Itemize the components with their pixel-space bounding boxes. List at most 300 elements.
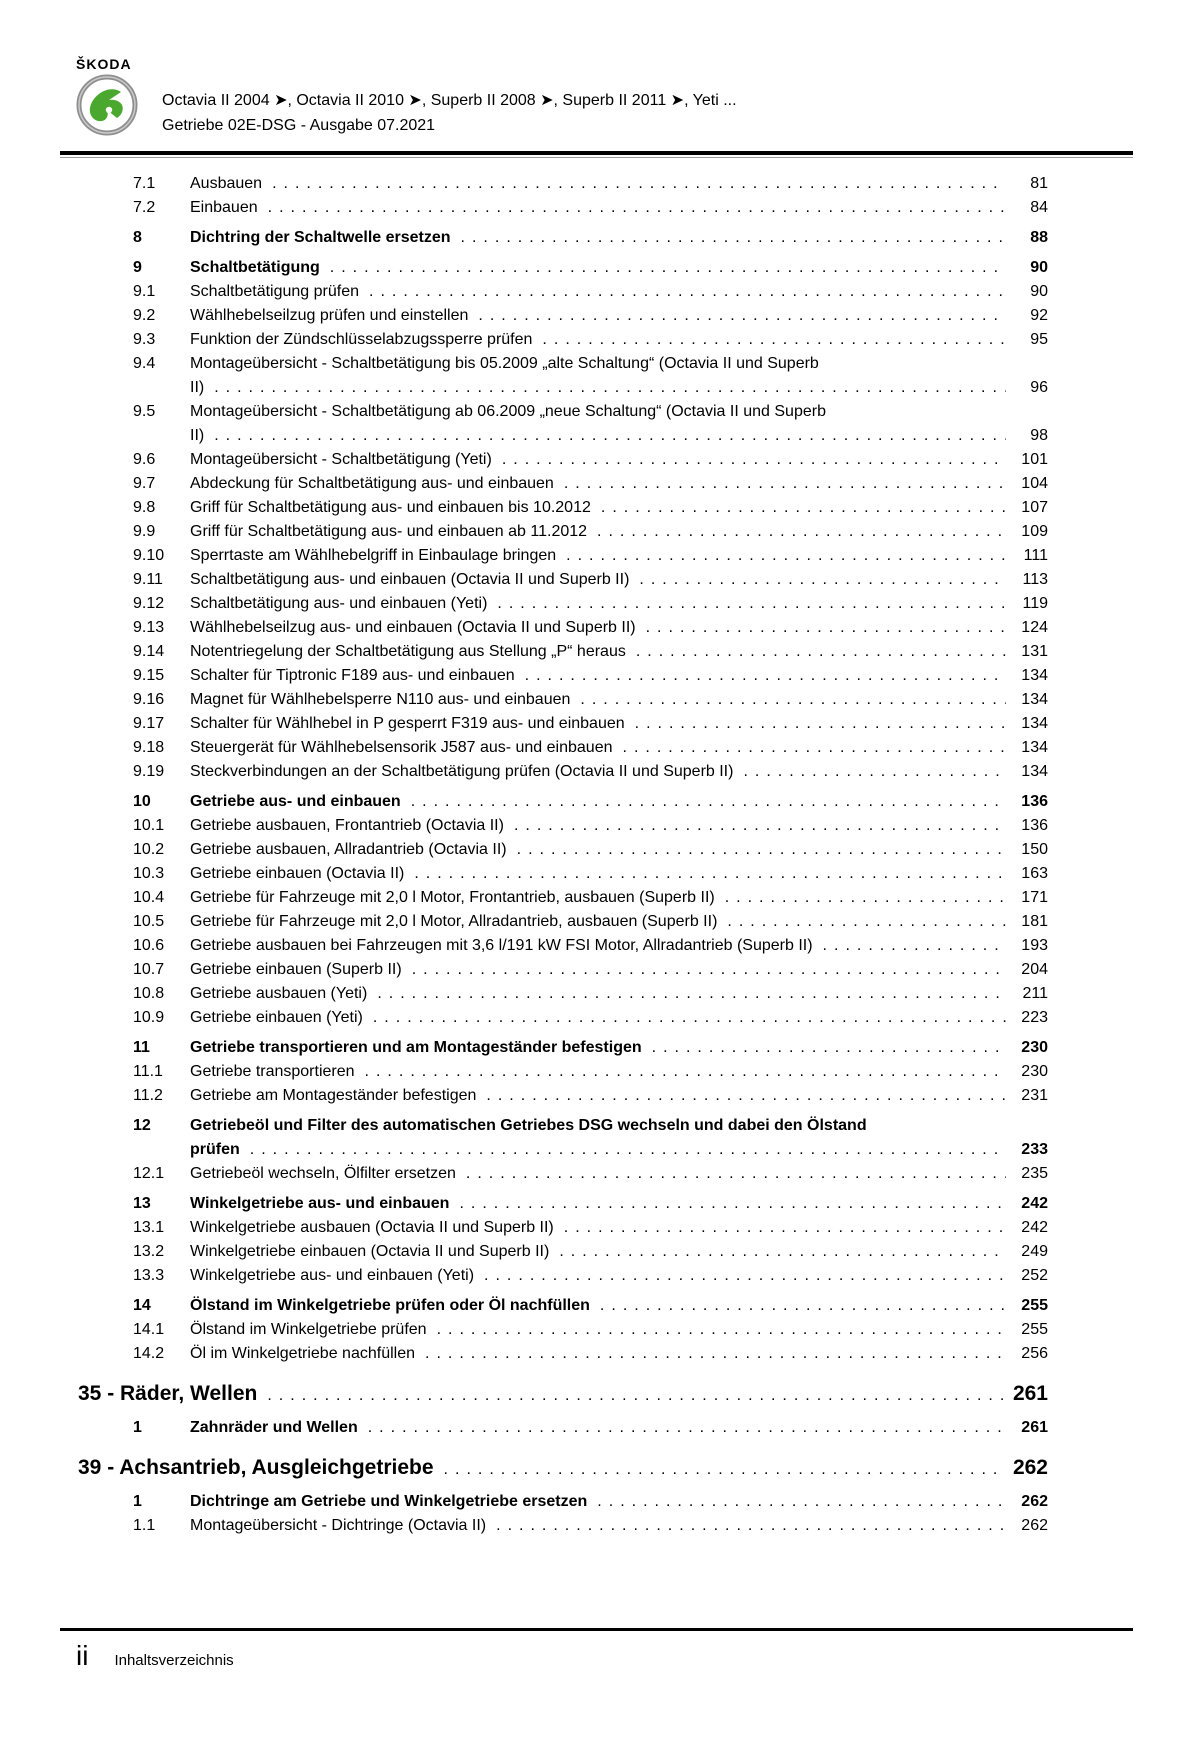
toc-entry-content [190, 1318, 1048, 1342]
toc-entry-page: 136 [1021, 793, 1048, 810]
dot-leader [542, 328, 1006, 352]
toc-entry-line [190, 1192, 1048, 1216]
toc-entry-page: 124 [1021, 619, 1048, 636]
dot-leader [411, 790, 1006, 814]
dot-leader [566, 544, 1006, 568]
toc-entry-number: 10 [133, 793, 151, 810]
toc-row [60, 1454, 1133, 1484]
toc-entry-line [190, 1490, 1048, 1514]
toc-entry-title: Ölstand im Winkelgetriebe prüfen oder Öl nachfüllen [190, 1297, 590, 1314]
toc-entry-content [190, 640, 1048, 664]
toc-entry-title: Griff für Schaltbetätigung aus- und einbauen bis 10.2012 [190, 499, 591, 516]
toc-entry-line [190, 910, 1048, 934]
toc-row [60, 760, 1133, 784]
toc-entry-page: 134 [1021, 763, 1048, 780]
toc-row [60, 640, 1133, 664]
toc-entry-page: 163 [1021, 865, 1048, 882]
toc-entry-line: Montageübersicht - Schaltbetätigung ab 06.2009 „neue Schaltung“ (Octavia II und Superb [190, 403, 826, 420]
toc-row [60, 400, 1133, 448]
toc-entry-page: 150 [1021, 841, 1048, 858]
toc-entry-page: 111 [1023, 547, 1048, 564]
toc-entry-line [78, 1454, 1048, 1484]
toc-entry-content [190, 496, 1048, 520]
toc-entry-page: 92 [1030, 307, 1048, 324]
toc-row [60, 328, 1133, 352]
toc-entry-content [78, 1380, 1048, 1410]
dot-leader [517, 838, 1006, 862]
toc-entry-title: Schaltbetätigung prüfen [190, 283, 360, 300]
dot-leader [635, 712, 1006, 736]
dot-leader [214, 376, 1006, 400]
toc-entry-line [190, 1036, 1048, 1060]
toc-row [60, 1060, 1133, 1084]
toc-entry-content [190, 814, 1048, 838]
toc-row [60, 1084, 1133, 1108]
skoda-logo-icon [76, 74, 138, 136]
toc-entry-number: 9.7 [133, 475, 156, 492]
toc-entry-number: 9.10 [133, 547, 165, 564]
toc-entry-line [190, 1162, 1048, 1186]
dot-leader [272, 172, 1006, 196]
dot-leader [646, 616, 1006, 640]
toc-entry-page: 136 [1021, 817, 1048, 834]
dot-leader [725, 886, 1006, 910]
toc-entry-page: 242 [1021, 1195, 1048, 1212]
toc-entry-content [190, 1294, 1048, 1318]
toc-entry-number: 9.9 [133, 523, 156, 540]
toc-row [60, 568, 1133, 592]
toc-entry-number: 9.16 [133, 691, 165, 708]
toc-row [60, 544, 1133, 568]
dot-leader [484, 1264, 1006, 1288]
toc-entry-title: 39 - Achsantrieb, Ausgleichgetriebe [78, 1456, 434, 1479]
dot-leader [268, 196, 1006, 220]
toc-entry-line [190, 256, 1048, 280]
dot-leader [466, 1162, 1006, 1186]
dot-leader [727, 910, 1006, 934]
toc-row [60, 520, 1133, 544]
toc-entry-page: 109 [1021, 523, 1048, 540]
toc-row [60, 814, 1133, 838]
toc-entry-title: Magnet für Wählhebelsperre N110 aus- und einbauen [190, 691, 571, 708]
toc-entry-page: 235 [1021, 1165, 1048, 1182]
dot-leader [437, 1318, 1006, 1342]
toc-row [60, 1192, 1133, 1216]
toc-row [60, 1294, 1133, 1318]
toc-entry-content [190, 1490, 1048, 1514]
dot-leader [414, 862, 1006, 886]
toc-entry-content [190, 226, 1048, 250]
toc-entry-content [190, 1192, 1048, 1216]
toc-entry-number: 13.2 [133, 1243, 165, 1260]
toc-entry-page: 249 [1021, 1243, 1048, 1260]
toc-entry-page: 84 [1030, 199, 1048, 216]
dot-leader [580, 688, 1006, 712]
brand-logo [76, 56, 146, 141]
toc-row [60, 910, 1133, 934]
toc-entry-page: 90 [1030, 283, 1048, 300]
dot-leader [514, 814, 1006, 838]
toc-row [60, 1240, 1133, 1264]
toc-entry-title: Getriebe einbauen (Yeti) [190, 1009, 363, 1026]
toc-row [60, 886, 1133, 910]
toc-entry-number: 11 [133, 1039, 150, 1056]
toc-entry-page: 95 [1030, 331, 1048, 348]
toc-entry-line [190, 712, 1048, 736]
toc-entry-number: 10.2 [133, 841, 165, 858]
dot-leader [600, 1294, 1006, 1318]
toc-entry-title: Getriebe ausbauen (Yeti) [190, 985, 368, 1002]
toc-entry-number: 13.1 [133, 1219, 165, 1236]
toc-entry-number: 9.11 [133, 571, 163, 588]
dot-leader [373, 1006, 1006, 1030]
toc-entry-page: 171 [1021, 889, 1048, 906]
toc-entry-page: 134 [1021, 691, 1048, 708]
toc-entry-title: Montageübersicht - Schaltbetätigung (Yeti) [190, 451, 492, 468]
toc-entry-number: 9.17 [133, 715, 165, 732]
toc-entry-title: Notentriegelung der Schaltbetätigung aus Stellung „P“ heraus [190, 643, 626, 660]
toc-entry-line: Getriebeöl und Filter des automatischen Getriebes DSG wechseln und dabei den Ölstand [190, 1117, 867, 1134]
toc-entry-content [190, 1264, 1048, 1288]
toc-entry-number: 10.1 [133, 817, 165, 834]
toc-entry-title: Steckverbindungen an der Schaltbetätigung prüfen (Octavia II und Superb II) [190, 763, 734, 780]
toc-entry-page: 134 [1021, 739, 1048, 756]
toc-entry-page: 223 [1021, 1009, 1048, 1026]
dot-leader [369, 280, 1006, 304]
toc-entry-title: Sperrtaste am Wählhebelgriff in Einbaulage bringen [190, 547, 557, 564]
toc-entry-content [190, 280, 1048, 304]
toc-entry-line [190, 1416, 1048, 1440]
toc-entry-line [190, 736, 1048, 760]
toc-entry-line [190, 1006, 1048, 1030]
toc-entry-line [190, 1060, 1048, 1084]
toc-row [60, 1514, 1133, 1538]
toc-entry-title: Zahnräder und Wellen [190, 1419, 358, 1436]
dot-leader [478, 304, 1006, 328]
toc-entry-content [190, 1514, 1048, 1538]
toc-row [60, 472, 1133, 496]
toc-entry-title: Getriebe einbauen (Octavia II) [190, 865, 405, 882]
header-text [162, 56, 737, 141]
toc-row [60, 352, 1133, 400]
toc-entry-number: 1 [133, 1493, 142, 1510]
toc-entry-content [190, 838, 1048, 862]
toc-entry-number: 9 [133, 259, 142, 276]
toc-entry-page: 96 [1030, 379, 1048, 396]
toc-entry-page: 119 [1022, 595, 1048, 612]
toc-entry-line [190, 196, 1048, 220]
toc-entry-title: Getriebe für Fahrzeuge mit 2,0 l Motor, Allradantrieb, ausbauen (Superb II) [190, 913, 718, 930]
toc-row [60, 1318, 1133, 1342]
toc-entry-content [190, 568, 1048, 592]
toc-entry-content [78, 1454, 1048, 1484]
toc-entry-line [190, 640, 1048, 664]
toc-entry-title: Getriebe ausbauen bei Fahrzeugen mit 3,6 l/191 kW FSI Motor, Allradantrieb (Superb II) [190, 937, 813, 954]
toc-row [60, 688, 1133, 712]
header-doc-line: Getriebe 02E-DSG - Ausgabe 07.2021 [162, 117, 436, 134]
toc-entry-line [190, 814, 1048, 838]
toc-entry-line [190, 568, 1048, 592]
toc-entry-title: Montageübersicht - Dichtringe (Octavia II) [190, 1517, 487, 1534]
toc-row [60, 196, 1133, 220]
toc-entry-line [190, 790, 1048, 814]
toc-entry-line [190, 448, 1048, 472]
toc-row [60, 172, 1133, 196]
toc-entry-line [190, 280, 1048, 304]
toc-entry-number: 8 [133, 229, 142, 246]
dot-leader [330, 256, 1006, 280]
footer-rule [60, 1628, 1133, 1631]
toc-entry-number: 10.4 [133, 889, 165, 906]
toc-entry-line [190, 592, 1048, 616]
toc-entry-content [190, 958, 1048, 982]
toc-entry-line [190, 304, 1048, 328]
toc-entry-title: Getriebe transportieren und am Montageständer befestigen [190, 1039, 642, 1056]
toc-entry-title: prüfen [190, 1141, 240, 1158]
toc-entry-page: 231 [1021, 1087, 1048, 1104]
toc-entry-page: 131 [1021, 643, 1048, 660]
toc-entry-page: 113 [1022, 571, 1048, 588]
dot-leader [365, 1060, 1006, 1084]
toc-entry-title: Getriebe einbauen (Superb II) [190, 961, 402, 978]
toc-entry-content [190, 934, 1048, 958]
toc-entry-title: Winkelgetriebe ausbauen (Octavia II und Superb II) [190, 1219, 554, 1236]
toc-entry-number: 14.2 [133, 1345, 165, 1362]
toc-entry-content [190, 688, 1048, 712]
toc-entry-content [190, 862, 1048, 886]
toc-entry-line: Montageübersicht - Schaltbetätigung bis 05.2009 „alte Schaltung“ (Octavia II und Superb [190, 355, 819, 372]
toc-entry-number: 9.15 [133, 667, 165, 684]
toc-entry-page: 204 [1021, 961, 1048, 978]
header-rule [60, 151, 1133, 158]
footer-page-label: ii [76, 1640, 89, 1671]
toc-entry-title: Einbauen [190, 199, 258, 216]
toc-row [60, 280, 1133, 304]
toc-entry-title: Ausbauen [190, 175, 263, 192]
toc-entry-content [190, 616, 1048, 640]
toc-entry-number: 13 [133, 1195, 151, 1212]
toc-entry-line [190, 862, 1048, 886]
toc-entry-title: Abdeckung für Schaltbetätigung aus- und einbauen [190, 475, 554, 492]
dot-leader [525, 664, 1006, 688]
dot-leader [267, 1380, 1005, 1410]
toc-entry-title: Getriebeöl wechseln, Ölfilter ersetzen [190, 1165, 456, 1182]
toc-row [60, 1036, 1133, 1060]
toc-entry-content [190, 544, 1048, 568]
toc-entry-line [190, 958, 1048, 982]
toc-entry-content [190, 520, 1048, 544]
toc-entry-page: 101 [1021, 451, 1048, 468]
toc-entry-page: 261 [1021, 1419, 1048, 1436]
toc-row [60, 448, 1133, 472]
page-footer [76, 1640, 234, 1672]
toc-list [60, 172, 1133, 1538]
dot-leader [496, 1514, 1006, 1538]
toc-row [60, 256, 1133, 280]
toc-entry-number: 13.3 [133, 1267, 165, 1284]
footer-title: Inhaltsverzeichnis [114, 1652, 234, 1669]
toc-entry-number: 14 [133, 1297, 151, 1314]
toc-entry-title: Steuergerät für Wählhebelsensorik J587 aus- und einbauen [190, 739, 613, 756]
toc-entry-number: 9.13 [133, 619, 165, 636]
dot-leader [497, 592, 1006, 616]
toc-entry-number: 11.1 [133, 1063, 163, 1080]
toc-entry-title: Ölstand im Winkelgetriebe prüfen [190, 1321, 427, 1338]
toc-entry-page: 88 [1030, 229, 1048, 246]
toc-entry-title: Schalter für Wählhebel in P gesperrt F319 aus- und einbauen [190, 715, 625, 732]
header-models-line: Octavia II 2004 ➤, Octavia II 2010 ➤, Superb II 2008 ➤, Superb II 2011 ➤, Yeti ... [162, 92, 737, 109]
toc-entry-number: 12 [133, 1117, 151, 1134]
toc-entry-line [190, 1264, 1048, 1288]
toc-entry-content [190, 1036, 1048, 1060]
toc-entry-content [190, 712, 1048, 736]
toc-entry-title: Getriebe aus- und einbauen [190, 793, 401, 810]
toc-row [60, 1264, 1133, 1288]
toc-entry-title: Funktion der Zündschlüsselabzugssperre prüfen [190, 331, 533, 348]
toc-entry-title: Schaltbetätigung aus- und einbauen (Octavia II und Superb II) [190, 571, 630, 588]
toc-entry-number: 9.6 [133, 451, 156, 468]
toc-entry-title: Getriebe ausbauen, Allradantrieb (Octavia II) [190, 841, 507, 858]
toc-row [60, 1216, 1133, 1240]
toc-entry-page: 230 [1021, 1063, 1048, 1080]
toc-entry-content [190, 1114, 1048, 1162]
toc-entry-line [190, 520, 1048, 544]
toc-row [60, 982, 1133, 1006]
toc-row [60, 664, 1133, 688]
toc-entry-content [190, 1240, 1048, 1264]
toc-entry-line [190, 1514, 1048, 1538]
toc-entry-content [190, 1342, 1048, 1366]
dot-leader [214, 424, 1006, 448]
toc-entry-number: 11.2 [133, 1087, 163, 1104]
toc-entry-title: Getriebe transportieren [190, 1063, 355, 1080]
toc-entry-number: 9.18 [133, 739, 165, 756]
toc-row [60, 1380, 1133, 1410]
toc-entry-number: 9.3 [133, 331, 156, 348]
dot-leader [743, 760, 1006, 784]
toc-entry-page: 255 [1021, 1297, 1048, 1314]
toc-entry-number: 10.5 [133, 913, 165, 930]
toc-entry-title: Dichtringe am Getriebe und Winkelgetriebe ersetzen [190, 1493, 588, 1510]
toc-entry-page: 262 [1012, 1456, 1048, 1479]
toc-entry-content [190, 400, 1048, 448]
toc-entry-line [190, 616, 1048, 640]
toc-entry-title: II) [190, 427, 205, 444]
toc-entry-line [190, 1084, 1048, 1108]
toc-row [60, 1006, 1133, 1030]
toc-entry-number: 7.1 [133, 175, 156, 192]
dot-leader [250, 1138, 1006, 1162]
toc-row [60, 838, 1133, 862]
toc-entry-content [190, 304, 1048, 328]
dot-leader [623, 736, 1007, 760]
toc-entry-page: 81 [1030, 175, 1048, 192]
toc-entry-content [190, 982, 1048, 1006]
toc-entry-content [190, 1006, 1048, 1030]
toc-entry-title: Schaltbetätigung [190, 259, 320, 276]
toc-entry-number: 10.8 [133, 985, 165, 1002]
toc-entry-line [190, 982, 1048, 1006]
toc-entry-number: 9.8 [133, 499, 156, 516]
toc-entry-line [190, 544, 1048, 568]
toc-entry-line [190, 1138, 1048, 1162]
toc-entry-line [190, 472, 1048, 496]
toc-entry-page: 193 [1021, 937, 1048, 954]
toc-row [60, 1490, 1133, 1514]
dot-leader [823, 934, 1006, 958]
toc-entry-line [190, 424, 1048, 448]
toc-entry-line [190, 664, 1048, 688]
toc-entry-number: 1 [133, 1419, 142, 1436]
page [0, 56, 1191, 1671]
toc-entry-line [190, 1216, 1048, 1240]
toc-entry-number: 10.9 [133, 1009, 165, 1026]
toc-entry-content [190, 256, 1048, 280]
toc-entry-line [190, 688, 1048, 712]
dot-leader [652, 1036, 1006, 1060]
toc-entry-page: 242 [1021, 1219, 1048, 1236]
toc-entry-page: 107 [1021, 499, 1048, 516]
toc-entry-number: 7.2 [133, 199, 156, 216]
toc-entry-page: 104 [1021, 475, 1048, 492]
toc-entry-line [190, 1318, 1048, 1342]
dot-leader [425, 1342, 1006, 1366]
toc-row [60, 736, 1133, 760]
toc-entry-content [190, 886, 1048, 910]
dot-leader [368, 1416, 1006, 1440]
toc-row [60, 616, 1133, 640]
toc-entry-page: 211 [1022, 985, 1048, 1002]
toc-entry-content [190, 196, 1048, 220]
toc-entry-content [190, 736, 1048, 760]
toc-entry-line [190, 838, 1048, 862]
toc-entry-page: 134 [1021, 715, 1048, 732]
toc-entry-line [190, 1240, 1048, 1264]
toc-row [60, 304, 1133, 328]
dot-leader [564, 1216, 1006, 1240]
toc-row [60, 1114, 1133, 1162]
toc-entry-content [190, 1162, 1048, 1186]
toc-entry-line [190, 934, 1048, 958]
toc-entry-line [190, 1342, 1048, 1366]
toc-entry-title: Schaltbetätigung aus- und einbauen (Yeti) [190, 595, 488, 612]
toc-row [60, 1342, 1133, 1366]
toc-row [60, 1416, 1133, 1440]
toc-entry-number: 12.1 [133, 1165, 165, 1182]
toc-entry-content [190, 664, 1048, 688]
dot-leader [461, 226, 1006, 250]
toc-row [60, 862, 1133, 886]
toc-entry-content [190, 592, 1048, 616]
toc-entry-title: Wählhebelseilzug aus- und einbauen (Octavia II und Superb II) [190, 619, 636, 636]
dot-leader [486, 1084, 1006, 1108]
toc-entry-number: 14.1 [133, 1321, 165, 1338]
dot-leader [412, 958, 1006, 982]
toc-entry-number: 9.14 [133, 643, 165, 660]
toc-entry-content [190, 1084, 1048, 1108]
toc-row [60, 934, 1133, 958]
toc-entry-content [190, 448, 1048, 472]
toc-entry-content [190, 1416, 1048, 1440]
toc-entry-page: 262 [1021, 1517, 1048, 1534]
dot-leader [564, 472, 1006, 496]
toc-entry-title: Winkelgetriebe einbauen (Octavia II und Superb II) [190, 1243, 550, 1260]
dot-leader [559, 1240, 1006, 1264]
dot-leader [597, 520, 1006, 544]
toc-entry-page: 252 [1021, 1267, 1048, 1284]
toc-entry-number: 10.6 [133, 937, 165, 954]
toc-entry-page: 262 [1021, 1493, 1048, 1510]
